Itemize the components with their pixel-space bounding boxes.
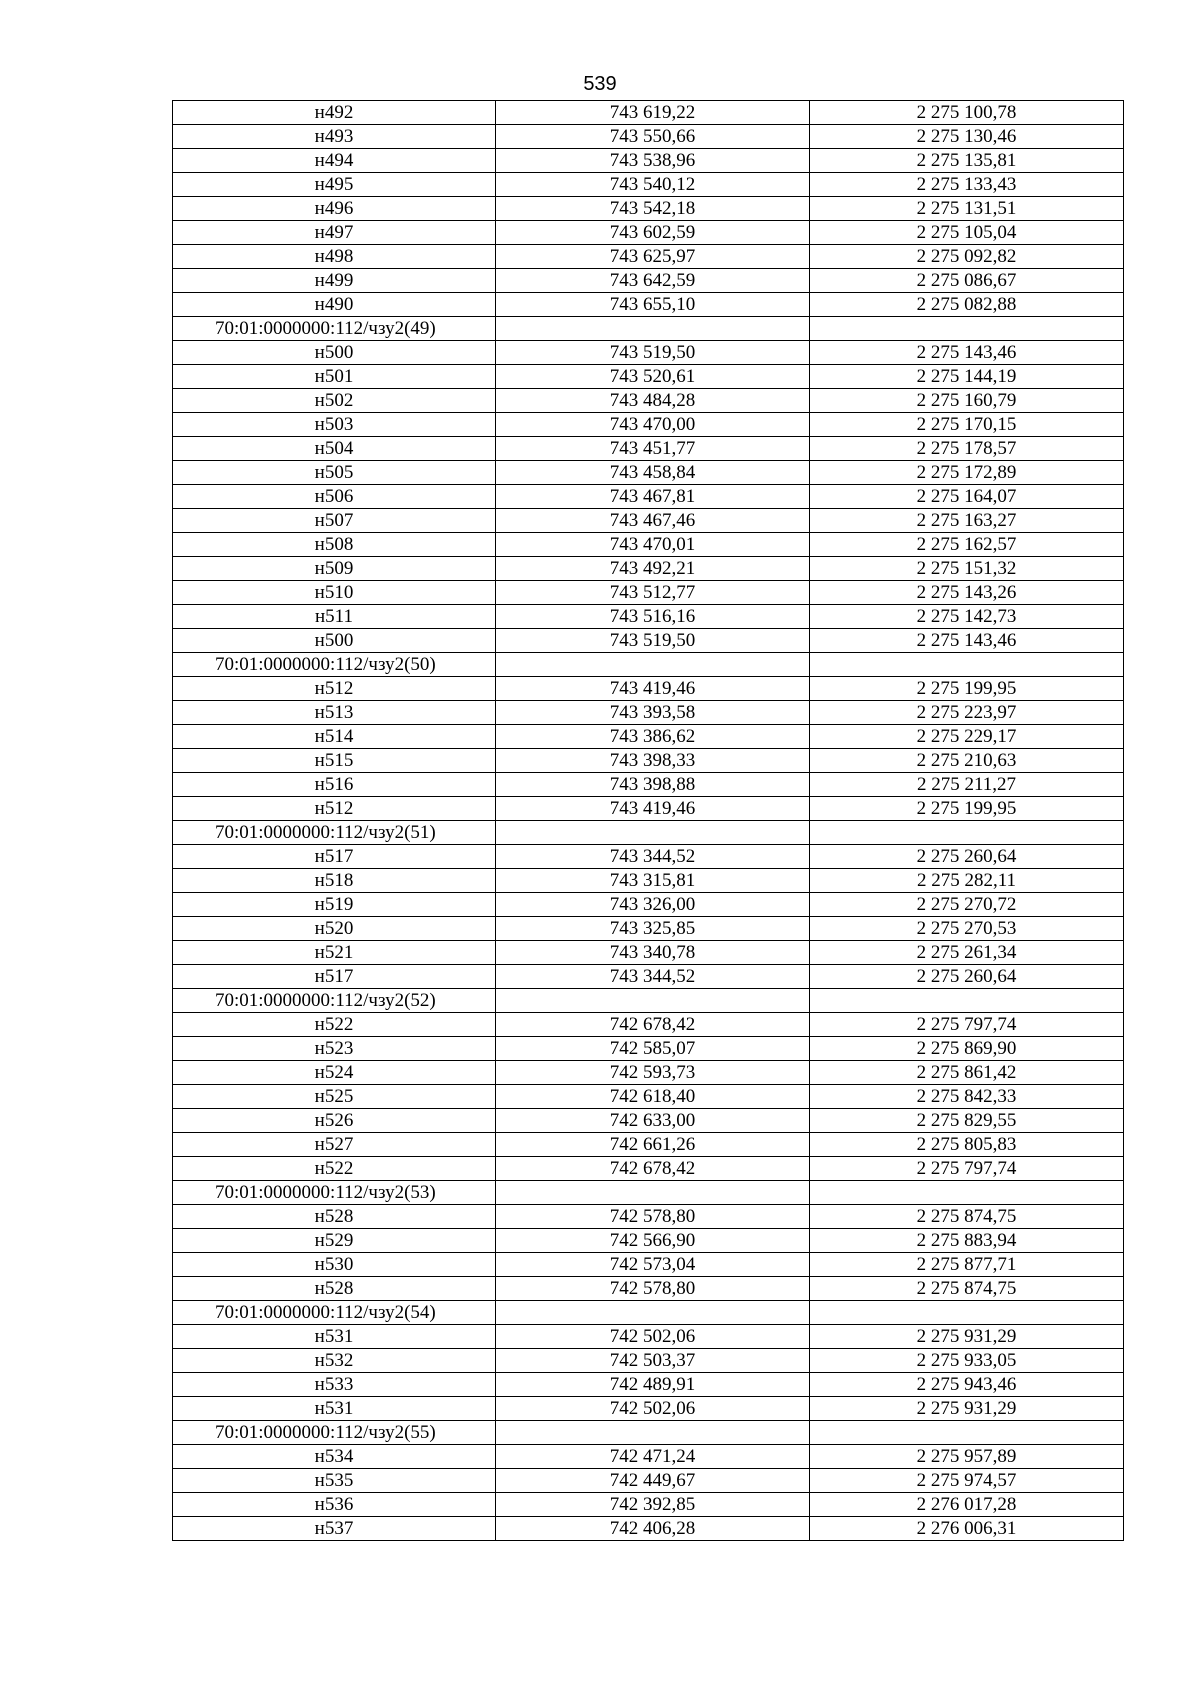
y-coordinate-cell: 2 275 144,19 bbox=[810, 365, 1124, 389]
table-row bbox=[173, 485, 1124, 509]
section-label: 70:01:0000000:112/чзу2(50) bbox=[173, 653, 496, 677]
y-coordinate-cell: 2 275 199,95 bbox=[810, 677, 1124, 701]
empty-cell bbox=[496, 989, 810, 1013]
x-coordinate-cell: 742 502,06 bbox=[496, 1325, 810, 1349]
x-coordinate-cell: 743 419,46 bbox=[496, 677, 810, 701]
y-coordinate-cell: 2 275 974,57 bbox=[810, 1469, 1124, 1493]
empty-cell bbox=[496, 653, 810, 677]
empty-cell bbox=[496, 1181, 810, 1205]
point-name-cell: н509 bbox=[173, 557, 496, 581]
x-coordinate-cell: 743 467,81 bbox=[496, 485, 810, 509]
table-row bbox=[173, 1469, 1124, 1493]
y-coordinate-cell: 2 275 105,04 bbox=[810, 221, 1124, 245]
point-name-cell: н500 bbox=[173, 341, 496, 365]
point-name-cell: н514 bbox=[173, 725, 496, 749]
empty-cell bbox=[810, 989, 1124, 1013]
empty-cell bbox=[810, 653, 1124, 677]
point-name-cell: н531 bbox=[173, 1325, 496, 1349]
x-coordinate-cell: 743 419,46 bbox=[496, 797, 810, 821]
table-row bbox=[173, 197, 1124, 221]
y-coordinate-cell: 2 275 797,74 bbox=[810, 1157, 1124, 1181]
table-row bbox=[173, 437, 1124, 461]
y-coordinate-cell: 2 275 151,32 bbox=[810, 557, 1124, 581]
x-coordinate-cell: 743 344,52 bbox=[496, 965, 810, 989]
point-name-cell: н528 bbox=[173, 1277, 496, 1301]
point-name-cell: н504 bbox=[173, 437, 496, 461]
x-coordinate-cell: 743 519,50 bbox=[496, 341, 810, 365]
x-coordinate-cell: 743 344,52 bbox=[496, 845, 810, 869]
point-name-cell: н490 bbox=[173, 293, 496, 317]
y-coordinate-cell: 2 275 143,46 bbox=[810, 629, 1124, 653]
y-coordinate-cell: 2 275 178,57 bbox=[810, 437, 1124, 461]
table-row bbox=[173, 1445, 1124, 1469]
point-name-cell: н517 bbox=[173, 845, 496, 869]
table-row bbox=[173, 1157, 1124, 1181]
y-coordinate-cell: 2 275 869,90 bbox=[810, 1037, 1124, 1061]
y-coordinate-cell: 2 276 006,31 bbox=[810, 1517, 1124, 1541]
y-coordinate-cell: 2 275 211,27 bbox=[810, 773, 1124, 797]
x-coordinate-cell: 743 386,62 bbox=[496, 725, 810, 749]
y-coordinate-cell: 2 275 162,57 bbox=[810, 533, 1124, 557]
table-row bbox=[173, 749, 1124, 773]
table-row bbox=[173, 245, 1124, 269]
table-row bbox=[173, 533, 1124, 557]
x-coordinate-cell: 742 471,24 bbox=[496, 1445, 810, 1469]
table-row bbox=[173, 413, 1124, 437]
table-row bbox=[173, 773, 1124, 797]
x-coordinate-cell: 743 492,21 bbox=[496, 557, 810, 581]
y-coordinate-cell: 2 275 100,78 bbox=[810, 101, 1124, 125]
y-coordinate-cell: 2 275 133,43 bbox=[810, 173, 1124, 197]
x-coordinate-cell: 743 642,59 bbox=[496, 269, 810, 293]
empty-cell bbox=[810, 1301, 1124, 1325]
point-name-cell: н531 bbox=[173, 1397, 496, 1421]
table-row bbox=[173, 461, 1124, 485]
point-name-cell: н512 bbox=[173, 677, 496, 701]
y-coordinate-cell: 2 275 829,55 bbox=[810, 1109, 1124, 1133]
y-coordinate-cell: 2 275 092,82 bbox=[810, 245, 1124, 269]
x-coordinate-cell: 743 519,50 bbox=[496, 629, 810, 653]
y-coordinate-cell: 2 275 082,88 bbox=[810, 293, 1124, 317]
table-row bbox=[173, 221, 1124, 245]
point-name-cell: н534 bbox=[173, 1445, 496, 1469]
table-row bbox=[173, 557, 1124, 581]
x-coordinate-cell: 742 566,90 bbox=[496, 1229, 810, 1253]
x-coordinate-cell: 743 467,46 bbox=[496, 509, 810, 533]
x-coordinate-cell: 742 573,04 bbox=[496, 1253, 810, 1277]
point-name-cell: н496 bbox=[173, 197, 496, 221]
x-coordinate-cell: 743 550,66 bbox=[496, 125, 810, 149]
point-name-cell: н513 bbox=[173, 701, 496, 725]
point-name-cell: н532 bbox=[173, 1349, 496, 1373]
y-coordinate-cell: 2 275 130,46 bbox=[810, 125, 1124, 149]
x-coordinate-cell: 742 578,80 bbox=[496, 1205, 810, 1229]
point-name-cell: н512 bbox=[173, 797, 496, 821]
point-name-cell: н500 bbox=[173, 629, 496, 653]
table-row bbox=[173, 917, 1124, 941]
y-coordinate-cell: 2 275 160,79 bbox=[810, 389, 1124, 413]
x-coordinate-cell: 743 484,28 bbox=[496, 389, 810, 413]
table-row bbox=[173, 1373, 1124, 1397]
point-name-cell: н506 bbox=[173, 485, 496, 509]
section-label: 70:01:0000000:112/чзу2(51) bbox=[173, 821, 496, 845]
x-coordinate-cell: 743 340,78 bbox=[496, 941, 810, 965]
y-coordinate-cell: 2 275 142,73 bbox=[810, 605, 1124, 629]
point-name-cell: н497 bbox=[173, 221, 496, 245]
y-coordinate-cell: 2 275 883,94 bbox=[810, 1229, 1124, 1253]
x-coordinate-cell: 743 520,61 bbox=[496, 365, 810, 389]
table-row bbox=[173, 941, 1124, 965]
point-name-cell: н518 bbox=[173, 869, 496, 893]
section-label: 70:01:0000000:112/чзу2(52) bbox=[173, 989, 496, 1013]
point-name-cell: н515 bbox=[173, 749, 496, 773]
y-coordinate-cell: 2 275 210,63 bbox=[810, 749, 1124, 773]
table-row bbox=[173, 389, 1124, 413]
table-row bbox=[173, 1205, 1124, 1229]
point-name-cell: н524 bbox=[173, 1061, 496, 1085]
coordinates-table bbox=[172, 100, 1124, 1541]
x-coordinate-cell: 742 633,00 bbox=[496, 1109, 810, 1133]
x-coordinate-cell: 743 325,85 bbox=[496, 917, 810, 941]
point-name-cell: н527 bbox=[173, 1133, 496, 1157]
point-name-cell: н517 bbox=[173, 965, 496, 989]
table-row bbox=[173, 1253, 1124, 1277]
table-row bbox=[173, 1109, 1124, 1133]
section-row bbox=[173, 989, 1124, 1013]
y-coordinate-cell: 2 275 261,34 bbox=[810, 941, 1124, 965]
y-coordinate-cell: 2 275 842,33 bbox=[810, 1085, 1124, 1109]
section-row bbox=[173, 653, 1124, 677]
y-coordinate-cell: 2 275 931,29 bbox=[810, 1325, 1124, 1349]
x-coordinate-cell: 743 602,59 bbox=[496, 221, 810, 245]
y-coordinate-cell: 2 275 861,42 bbox=[810, 1061, 1124, 1085]
table-row bbox=[173, 1397, 1124, 1421]
y-coordinate-cell: 2 275 805,83 bbox=[810, 1133, 1124, 1157]
table-row bbox=[173, 965, 1124, 989]
table-row bbox=[173, 341, 1124, 365]
point-name-cell: н507 bbox=[173, 509, 496, 533]
table-row bbox=[173, 869, 1124, 893]
table-row bbox=[173, 149, 1124, 173]
y-coordinate-cell: 2 275 170,15 bbox=[810, 413, 1124, 437]
y-coordinate-cell: 2 275 199,95 bbox=[810, 797, 1124, 821]
y-coordinate-cell: 2 275 874,75 bbox=[810, 1205, 1124, 1229]
y-coordinate-cell: 2 275 260,64 bbox=[810, 965, 1124, 989]
table-row bbox=[173, 365, 1124, 389]
y-coordinate-cell: 2 275 797,74 bbox=[810, 1013, 1124, 1037]
y-coordinate-cell: 2 275 131,51 bbox=[810, 197, 1124, 221]
x-coordinate-cell: 743 470,01 bbox=[496, 533, 810, 557]
x-coordinate-cell: 743 619,22 bbox=[496, 101, 810, 125]
page-number: 539 bbox=[583, 73, 617, 95]
empty-cell bbox=[810, 317, 1124, 341]
x-coordinate-cell: 742 449,67 bbox=[496, 1469, 810, 1493]
table-row bbox=[173, 677, 1124, 701]
x-coordinate-cell: 742 593,73 bbox=[496, 1061, 810, 1085]
table-row bbox=[173, 1085, 1124, 1109]
section-row bbox=[173, 1421, 1124, 1445]
empty-cell bbox=[810, 1181, 1124, 1205]
y-coordinate-cell: 2 275 086,67 bbox=[810, 269, 1124, 293]
table-row bbox=[173, 1037, 1124, 1061]
x-coordinate-cell: 742 502,06 bbox=[496, 1397, 810, 1421]
y-coordinate-cell: 2 275 143,46 bbox=[810, 341, 1124, 365]
point-name-cell: н526 bbox=[173, 1109, 496, 1133]
y-coordinate-cell: 2 275 874,75 bbox=[810, 1277, 1124, 1301]
y-coordinate-cell: 2 275 282,11 bbox=[810, 869, 1124, 893]
x-coordinate-cell: 743 516,16 bbox=[496, 605, 810, 629]
x-coordinate-cell: 743 655,10 bbox=[496, 293, 810, 317]
x-coordinate-cell: 743 393,58 bbox=[496, 701, 810, 725]
y-coordinate-cell: 2 275 877,71 bbox=[810, 1253, 1124, 1277]
x-coordinate-cell: 742 503,37 bbox=[496, 1349, 810, 1373]
y-coordinate-cell: 2 275 931,29 bbox=[810, 1397, 1124, 1421]
section-label: 70:01:0000000:112/чзу2(53) bbox=[173, 1181, 496, 1205]
x-coordinate-cell: 742 392,85 bbox=[496, 1493, 810, 1517]
y-coordinate-cell: 2 275 270,53 bbox=[810, 917, 1124, 941]
point-name-cell: н516 bbox=[173, 773, 496, 797]
y-coordinate-cell: 2 275 172,89 bbox=[810, 461, 1124, 485]
x-coordinate-cell: 742 678,42 bbox=[496, 1157, 810, 1181]
point-name-cell: н501 bbox=[173, 365, 496, 389]
x-coordinate-cell: 743 538,96 bbox=[496, 149, 810, 173]
point-name-cell: н519 bbox=[173, 893, 496, 917]
point-name-cell: н498 bbox=[173, 245, 496, 269]
point-name-cell: н522 bbox=[173, 1157, 496, 1181]
table-row bbox=[173, 1277, 1124, 1301]
table-row bbox=[173, 1517, 1124, 1541]
y-coordinate-cell: 2 275 163,27 bbox=[810, 509, 1124, 533]
point-name-cell: н528 bbox=[173, 1205, 496, 1229]
section-row bbox=[173, 317, 1124, 341]
empty-cell bbox=[810, 821, 1124, 845]
table-row bbox=[173, 629, 1124, 653]
point-name-cell: н533 bbox=[173, 1373, 496, 1397]
x-coordinate-cell: 743 625,97 bbox=[496, 245, 810, 269]
point-name-cell: н520 bbox=[173, 917, 496, 941]
table-row bbox=[173, 1229, 1124, 1253]
x-coordinate-cell: 742 618,40 bbox=[496, 1085, 810, 1109]
point-name-cell: н499 bbox=[173, 269, 496, 293]
point-name-cell: н530 bbox=[173, 1253, 496, 1277]
point-name-cell: н522 bbox=[173, 1013, 496, 1037]
x-coordinate-cell: 743 451,77 bbox=[496, 437, 810, 461]
point-name-cell: н508 bbox=[173, 533, 496, 557]
y-coordinate-cell: 2 275 223,97 bbox=[810, 701, 1124, 725]
x-coordinate-cell: 743 512,77 bbox=[496, 581, 810, 605]
point-name-cell: н510 bbox=[173, 581, 496, 605]
empty-cell bbox=[496, 317, 810, 341]
point-name-cell: н505 bbox=[173, 461, 496, 485]
y-coordinate-cell: 2 275 229,17 bbox=[810, 725, 1124, 749]
table-row bbox=[173, 1133, 1124, 1157]
table-row bbox=[173, 293, 1124, 317]
table-row bbox=[173, 125, 1124, 149]
table-row bbox=[173, 581, 1124, 605]
x-coordinate-cell: 743 326,00 bbox=[496, 893, 810, 917]
point-name-cell: н525 bbox=[173, 1085, 496, 1109]
point-name-cell: н529 bbox=[173, 1229, 496, 1253]
table-row bbox=[173, 701, 1124, 725]
empty-cell bbox=[496, 1301, 810, 1325]
x-coordinate-cell: 743 398,88 bbox=[496, 773, 810, 797]
empty-cell bbox=[810, 1421, 1124, 1445]
table-row bbox=[173, 1493, 1124, 1517]
x-coordinate-cell: 742 489,91 bbox=[496, 1373, 810, 1397]
section-row bbox=[173, 1301, 1124, 1325]
section-label: 70:01:0000000:112/чзу2(55) bbox=[173, 1421, 496, 1445]
point-name-cell: н503 bbox=[173, 413, 496, 437]
x-coordinate-cell: 742 661,26 bbox=[496, 1133, 810, 1157]
y-coordinate-cell: 2 276 017,28 bbox=[810, 1493, 1124, 1517]
table-row bbox=[173, 173, 1124, 197]
point-name-cell: н502 bbox=[173, 389, 496, 413]
x-coordinate-cell: 743 315,81 bbox=[496, 869, 810, 893]
point-name-cell: н492 bbox=[173, 101, 496, 125]
section-row bbox=[173, 1181, 1124, 1205]
x-coordinate-cell: 743 470,00 bbox=[496, 413, 810, 437]
point-name-cell: н535 bbox=[173, 1469, 496, 1493]
point-name-cell: н537 bbox=[173, 1517, 496, 1541]
table-row bbox=[173, 725, 1124, 749]
point-name-cell: н495 bbox=[173, 173, 496, 197]
y-coordinate-cell: 2 275 164,07 bbox=[810, 485, 1124, 509]
point-name-cell: н536 bbox=[173, 1493, 496, 1517]
x-coordinate-cell: 743 542,18 bbox=[496, 197, 810, 221]
y-coordinate-cell: 2 275 143,26 bbox=[810, 581, 1124, 605]
table-row bbox=[173, 101, 1124, 125]
x-coordinate-cell: 742 678,42 bbox=[496, 1013, 810, 1037]
x-coordinate-cell: 743 540,12 bbox=[496, 173, 810, 197]
point-name-cell: н523 bbox=[173, 1037, 496, 1061]
y-coordinate-cell: 2 275 943,46 bbox=[810, 1373, 1124, 1397]
section-label: 70:01:0000000:112/чзу2(54) bbox=[173, 1301, 496, 1325]
table-row bbox=[173, 605, 1124, 629]
y-coordinate-cell: 2 275 957,89 bbox=[810, 1445, 1124, 1469]
x-coordinate-cell: 743 398,33 bbox=[496, 749, 810, 773]
y-coordinate-cell: 2 275 135,81 bbox=[810, 149, 1124, 173]
x-coordinate-cell: 743 458,84 bbox=[496, 461, 810, 485]
x-coordinate-cell: 742 578,80 bbox=[496, 1277, 810, 1301]
coordinates-table-body bbox=[173, 101, 1124, 1541]
section-label: 70:01:0000000:112/чзу2(49) bbox=[173, 317, 496, 341]
y-coordinate-cell: 2 275 270,72 bbox=[810, 893, 1124, 917]
table-row bbox=[173, 1061, 1124, 1085]
table-row bbox=[173, 893, 1124, 917]
empty-cell bbox=[496, 821, 810, 845]
empty-cell bbox=[496, 1421, 810, 1445]
table-row bbox=[173, 1349, 1124, 1373]
point-name-cell: н494 bbox=[173, 149, 496, 173]
y-coordinate-cell: 2 275 260,64 bbox=[810, 845, 1124, 869]
y-coordinate-cell: 2 275 933,05 bbox=[810, 1349, 1124, 1373]
point-name-cell: н521 bbox=[173, 941, 496, 965]
x-coordinate-cell: 742 406,28 bbox=[496, 1517, 810, 1541]
table-row bbox=[173, 845, 1124, 869]
table-row bbox=[173, 509, 1124, 533]
x-coordinate-cell: 742 585,07 bbox=[496, 1037, 810, 1061]
point-name-cell: н511 bbox=[173, 605, 496, 629]
table-row bbox=[173, 269, 1124, 293]
section-row bbox=[173, 821, 1124, 845]
table-row bbox=[173, 1013, 1124, 1037]
table-row bbox=[173, 1325, 1124, 1349]
point-name-cell: н493 bbox=[173, 125, 496, 149]
table-row bbox=[173, 797, 1124, 821]
